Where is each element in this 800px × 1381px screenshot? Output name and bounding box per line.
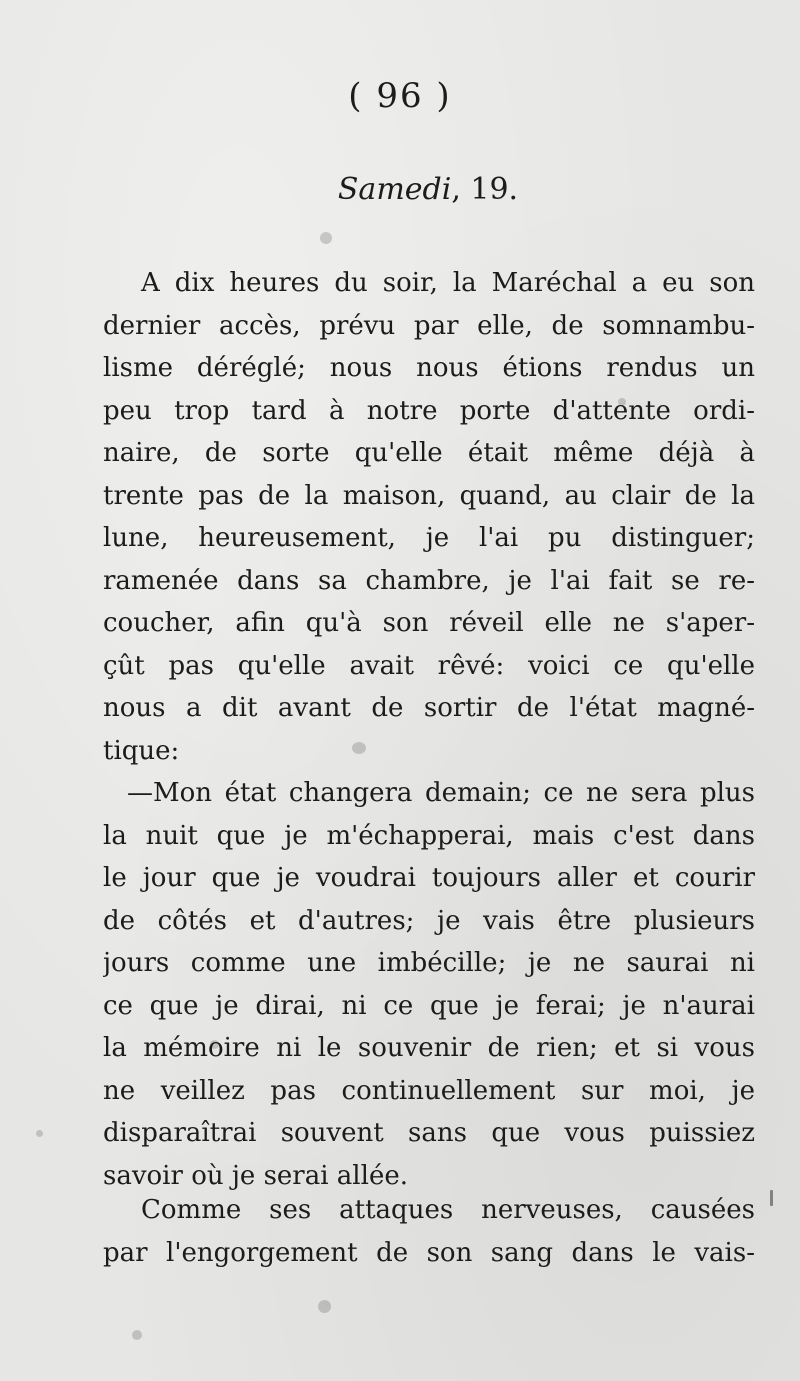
heading-day: Samedi: [337, 172, 452, 207]
paragraph-1: [103, 262, 755, 1197]
paper-speck: [132, 1330, 142, 1340]
text-line: Comme ses attaques nerveuses, causées: [141, 1195, 755, 1225]
paper-speck: [770, 1190, 773, 1206]
text-line: dernier accès, prévu par elle, de somnambu-: [103, 310, 755, 341]
text-line: coucher, afin qu'à son réveil elle ne s'aper-: [103, 608, 755, 638]
text-line: la mémoire ni le souvenir de rien; et si vous: [103, 1033, 755, 1063]
paper-speck: [318, 1300, 331, 1313]
text-line: trente pas de la maison, quand, au clair de la: [103, 480, 755, 511]
text-line: naire, de sorte qu'elle était même déjà à: [103, 438, 755, 468]
section-heading: [0, 172, 800, 207]
text-line: lune, heureusement, je l'ai pu distinguer;: [103, 523, 755, 553]
heading-date: , 19.: [451, 172, 519, 207]
text-line: jours comme une imbécille; je ne saurai ni: [103, 948, 755, 978]
text-line: tique:: [103, 735, 180, 766]
text-line: —Mon état changera demain; ce ne sera plus: [127, 778, 755, 808]
text-line: savoir où je serai allée.: [103, 1160, 408, 1191]
text-line: nous a dit avant de sortir de l'état magné-: [103, 693, 755, 723]
text-line: de côtés et d'autres; je vais être plusieurs: [103, 905, 755, 936]
text-line: peu trop tard à notre porte d'attente ordi-: [103, 395, 755, 426]
text-line: ramenée dans sa chambre, je l'ai fait se re-: [103, 565, 755, 596]
text-line: ne veillez pas continuellement sur moi, je: [103, 1075, 755, 1106]
paper-speck: [320, 232, 332, 244]
text-line: lisme déréglé; nous nous étions rendus un: [103, 353, 755, 383]
text-line: çût pas qu'elle avait rêvé: voici ce qu'elle: [103, 650, 755, 681]
text-line: A dix heures du soir, la Maréchal a eu son: [141, 268, 755, 298]
text-line: ce que je dirai, ni ce que je ferai; je n'aurai: [103, 990, 755, 1021]
text-line: le jour que je voudrai toujours aller et courir: [103, 863, 755, 893]
page-number: ( 96 ): [348, 76, 452, 116]
text-line: disparaîtrai souvent sans que vous puissiez: [103, 1118, 755, 1148]
text-line: par l'engorgement de son sang dans le vais-: [103, 1237, 755, 1268]
paper-speck: [36, 1130, 43, 1137]
paragraph-2: [103, 1189, 755, 1274]
text-line: la nuit que je m'échapperai, mais c'est dans: [103, 820, 755, 851]
